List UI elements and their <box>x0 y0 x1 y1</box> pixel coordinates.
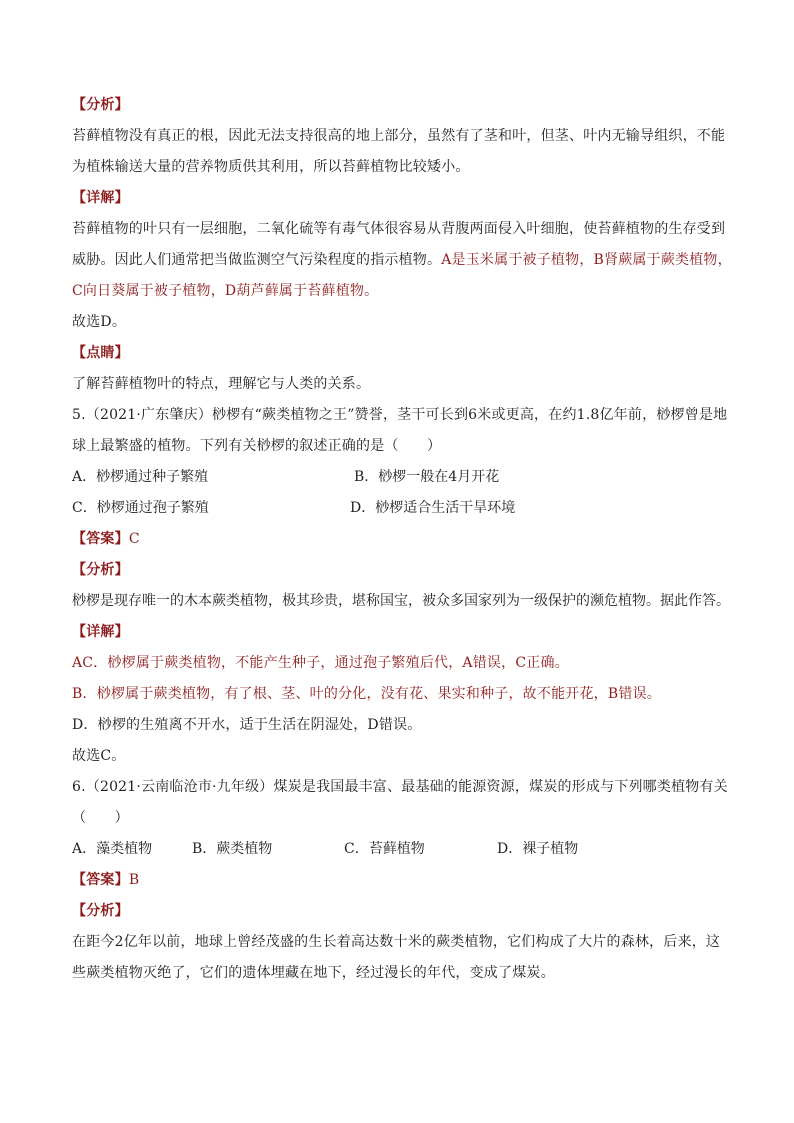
detail-heading: 【详解】 <box>72 624 129 640</box>
answer-line <box>72 865 732 896</box>
option-d: D．桫椤适合生活干旱环境 <box>350 500 516 516</box>
answer-line <box>72 524 732 555</box>
detail-text-line: AC．桫椤属于蕨类植物，不能产生种子，通过孢子繁殖后代，A错误，C正确。 <box>72 655 569 671</box>
choose-text: 故选C。 <box>72 748 126 764</box>
tip-heading: 【点睛】 <box>72 345 129 361</box>
analysis-heading: 【分析】 <box>72 97 129 113</box>
detail-text-red: A是玉米属于被子植物，B肾蕨属于蕨类植物， <box>441 252 732 268</box>
answer-label: 【答案】 <box>72 872 129 888</box>
option-b: B．蕨类植物 <box>192 841 273 857</box>
analysis-text-line: 苔藓植物没有真正的根，因此无法支持很高的地上部分，虽然有了茎和叶，但茎、叶内无输导组织，不能 <box>72 128 726 144</box>
answer-value: B <box>128 872 140 888</box>
option-c: C．桫椤通过孢子繁殖 <box>72 500 209 516</box>
option-a: A．藻类植物 <box>72 841 153 857</box>
analysis-heading: 【分析】 <box>72 562 129 578</box>
detail-text-line: B．桫椤属于蕨类植物，有了根、茎、叶的分化，没有花、果实和种子，故不能开花，B错误。 <box>72 686 661 702</box>
option-a: A．桫椤通过种子繁殖 <box>72 469 209 485</box>
detail-text-line <box>72 245 732 276</box>
tip-text: 了解苔藓植物叶的特点，理解它与人类的关系。 <box>72 376 371 392</box>
detail-text-black: 威胁。因此人们通常把当做监测空气污染程度的指示植物。 <box>72 252 442 268</box>
question-5-stem: 球上最繁盛的植物。下列有关桫椤的叙述正确的是（ ） <box>72 438 442 454</box>
detail-text-line: D．桫椤的生殖离不开水，适于生活在阴湿处，D错误。 <box>72 717 422 733</box>
answer-value: C <box>128 531 140 547</box>
question-6-stem: 6.（2021·云南临沧市·九年级）煤炭是我国最丰富、最基础的能源资源，煤炭的形成与下列哪类植物有关 <box>72 779 728 795</box>
option-c: C．苔藓植物 <box>344 841 425 857</box>
analysis-text-line: 为植株输送大量的营养物质供其利用，所以苔藓植物比较矮小。 <box>72 159 470 175</box>
answer-label: 【答案】 <box>72 531 129 547</box>
option-b: B．桫椤一般在4月开花 <box>354 469 500 485</box>
choose-text: 故选D。 <box>72 314 127 330</box>
question-5-stem: 5.（2021·广东肇庆）桫椤有“蕨类植物之王”赞誉，茎干可长到6米或更高，在约1.8亿年前，桫椤曾是地 <box>72 407 728 423</box>
analysis-text-line: 在距今2亿年以前，地球上曾经茂盛的生长着高达数十米的蕨类植物，它们构成了大片的森林，后来，这 <box>72 934 721 950</box>
analysis-heading: 【分析】 <box>72 903 129 919</box>
analysis-text-line: 些蕨类植物灭绝了，它们的遗体埋藏在地下，经过漫长的年代，变成了煤炭。 <box>72 965 555 981</box>
question-6-options-row <box>72 834 732 865</box>
question-6-stem: （ ） <box>72 810 129 826</box>
detail-text-line: 苔藓植物的叶只有一层细胞，二氧化硫等有毒气体很容易从背腹两面侵入叶细胞，使苔藓植物的生存受到 <box>72 221 726 237</box>
detail-text-line: C向日葵属于被子植物，D葫芦藓属于苔藓植物。 <box>72 283 379 299</box>
analysis-text-line: 桫椤是现存唯一的木本蕨类植物，极其珍贵，堪称国宝，被众多国家列为一级保护的濒危植物。据此作答。 <box>72 593 730 609</box>
question-5-options-row <box>72 493 732 524</box>
option-d: D．裸子植物 <box>497 841 579 857</box>
document-page <box>72 90 732 989</box>
detail-heading: 【详解】 <box>72 190 129 206</box>
question-5-options-row <box>72 462 732 493</box>
